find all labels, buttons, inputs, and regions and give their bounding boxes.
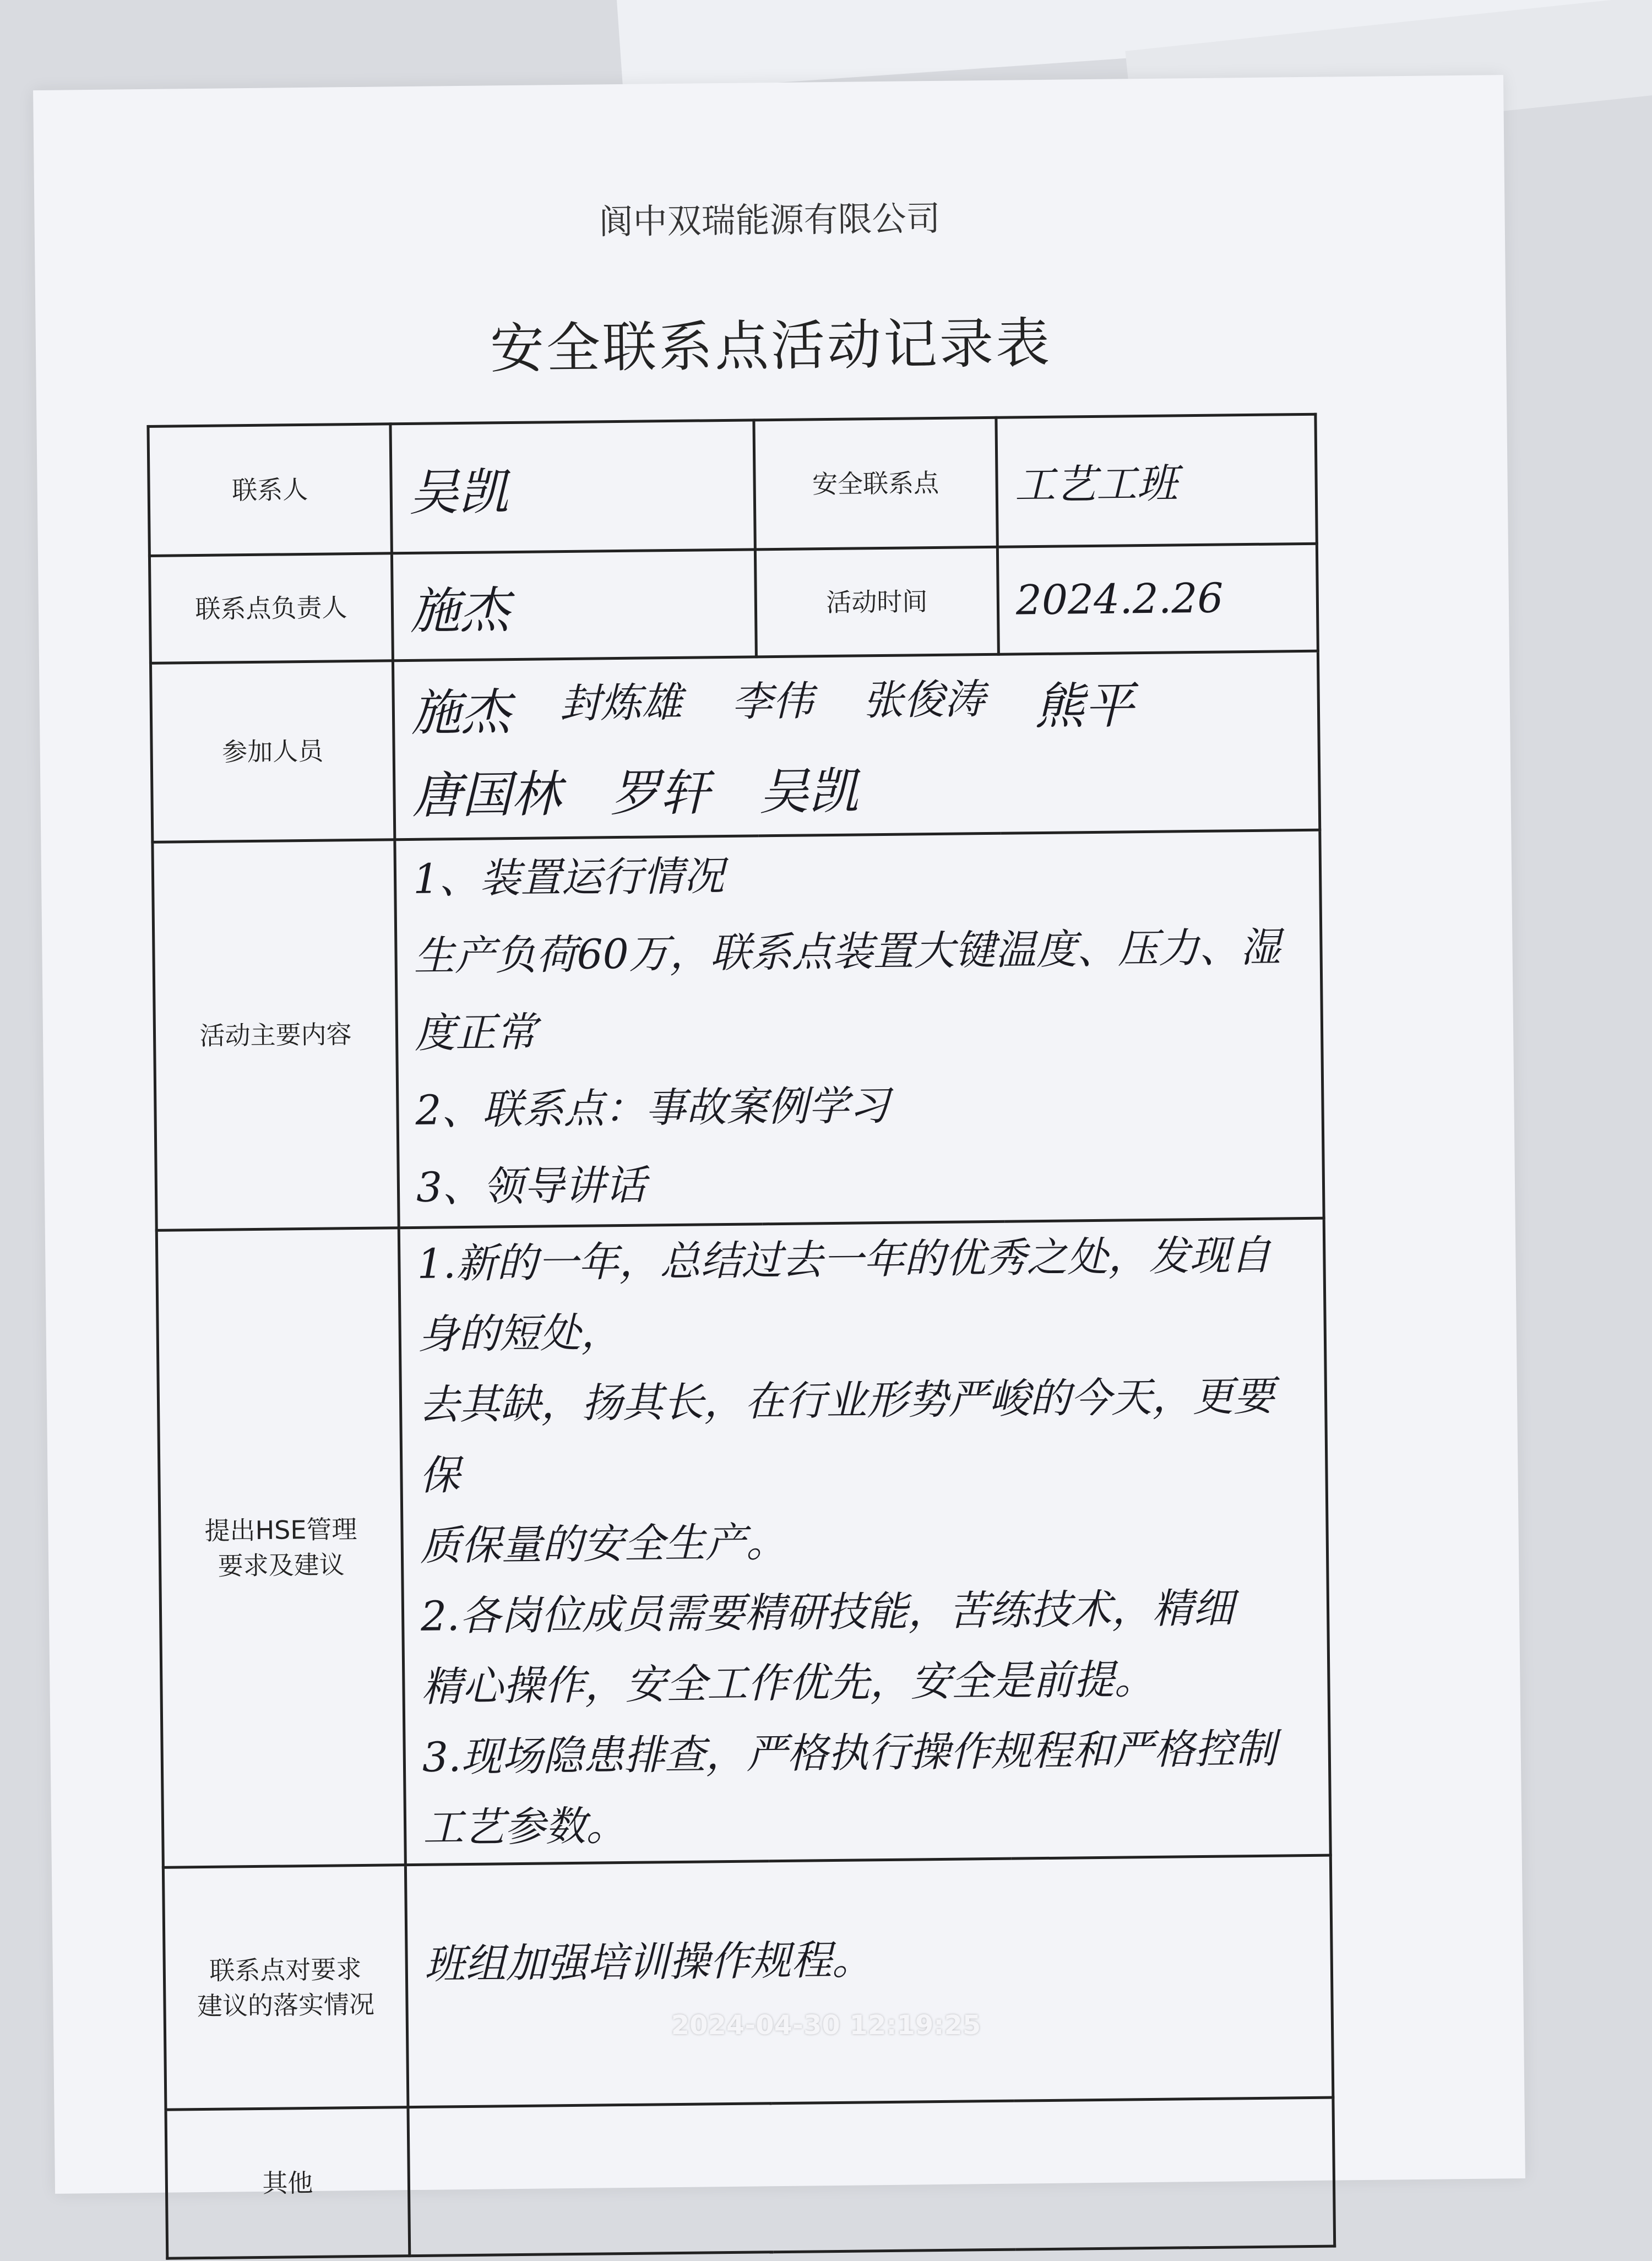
time-value: 2024.2.26 <box>997 543 1318 654</box>
implementation-value: 班组加强培训操作规程。 <box>405 1855 1333 2107</box>
implementation-label <box>163 1865 408 2110</box>
record-table <box>146 413 1336 2260</box>
hse-line: 1.新的一年，总结过去一年的优秀之处，发现自身的短处， <box>416 1231 1271 1358</box>
hse-line: 3.现场隐患排查，严格执行操作规程和严格控制 <box>422 1725 1276 1781</box>
content-line: 3、领导讲话 <box>416 1161 646 1211</box>
table-row <box>148 414 1317 556</box>
time-label: 活动时间 <box>755 547 998 657</box>
other-label: 其他 <box>166 2107 410 2259</box>
content-line: 1、装置运行情况 <box>412 852 725 903</box>
table-row <box>156 1218 1330 1867</box>
contact-value: 吴凯 <box>390 420 755 553</box>
table-row <box>150 651 1319 842</box>
other-value <box>408 2097 1335 2256</box>
table-row <box>166 2097 1335 2258</box>
participant-name: 罗轩 <box>610 764 710 823</box>
owner-label: 联系点负责人 <box>149 553 393 664</box>
form-title: 安全联系点活动记录表 <box>490 312 1052 381</box>
owner-value: 施杰 <box>392 550 756 661</box>
implementation-label-line: 建议的落实情况 <box>197 1989 375 2021</box>
contact-label: 联系人 <box>148 424 392 556</box>
point-label: 安全联系点 <box>754 417 997 550</box>
participant-name: 李伟 <box>731 677 814 726</box>
table-row <box>163 1855 1333 2110</box>
table-row <box>153 830 1324 1230</box>
hse-line: 去其缺，扬其长，在行业形势严峻的今天，更要保 <box>418 1372 1275 1499</box>
record-sheet <box>33 75 1525 2198</box>
hse-cell <box>399 1218 1330 1865</box>
participant-name: 熊平 <box>1034 677 1134 736</box>
content-line: 2、联系点：事故案例学习 <box>415 1081 890 1134</box>
participant-name: 张俊涛 <box>862 676 986 725</box>
participants-cell <box>393 651 1319 840</box>
content-cell <box>395 830 1324 1228</box>
hse-line: 精心操作，安全工作优先，安全是前提。 <box>421 1655 1155 1711</box>
hse-label <box>156 1228 405 1868</box>
content-line: 生产负荷60万，联系点装置大键温度、压力、湿度正常 <box>414 923 1281 1057</box>
hse-line: 工艺参数。 <box>422 1802 627 1852</box>
content-label: 活动主要内容 <box>153 840 399 1231</box>
participant-name: 唐国林 <box>411 765 562 825</box>
hse-line: 2.各岗位成员需要精研技能，苦练技术，精细 <box>420 1584 1235 1640</box>
point-value: 工艺工班 <box>996 414 1317 547</box>
participant-name: 封炼雄 <box>559 678 683 728</box>
participant-name: 施杰 <box>411 683 511 742</box>
table-row <box>149 543 1318 663</box>
participant-name: 吴凯 <box>758 762 859 822</box>
photo-timestamp: 2024-04-30 12:19:25 <box>671 2010 981 2041</box>
hse-label-line: 要求及建议 <box>218 1550 345 1581</box>
participants-label: 参加人员 <box>150 661 394 843</box>
implementation-label-line: 联系点对要求 <box>209 1954 362 1986</box>
company-name: 阆中双瑞能源有限公司 <box>599 198 941 242</box>
hse-line: 质保量的安全生产。 <box>420 1518 787 1570</box>
hse-label-line: 提出HSE管理 <box>204 1514 357 1546</box>
